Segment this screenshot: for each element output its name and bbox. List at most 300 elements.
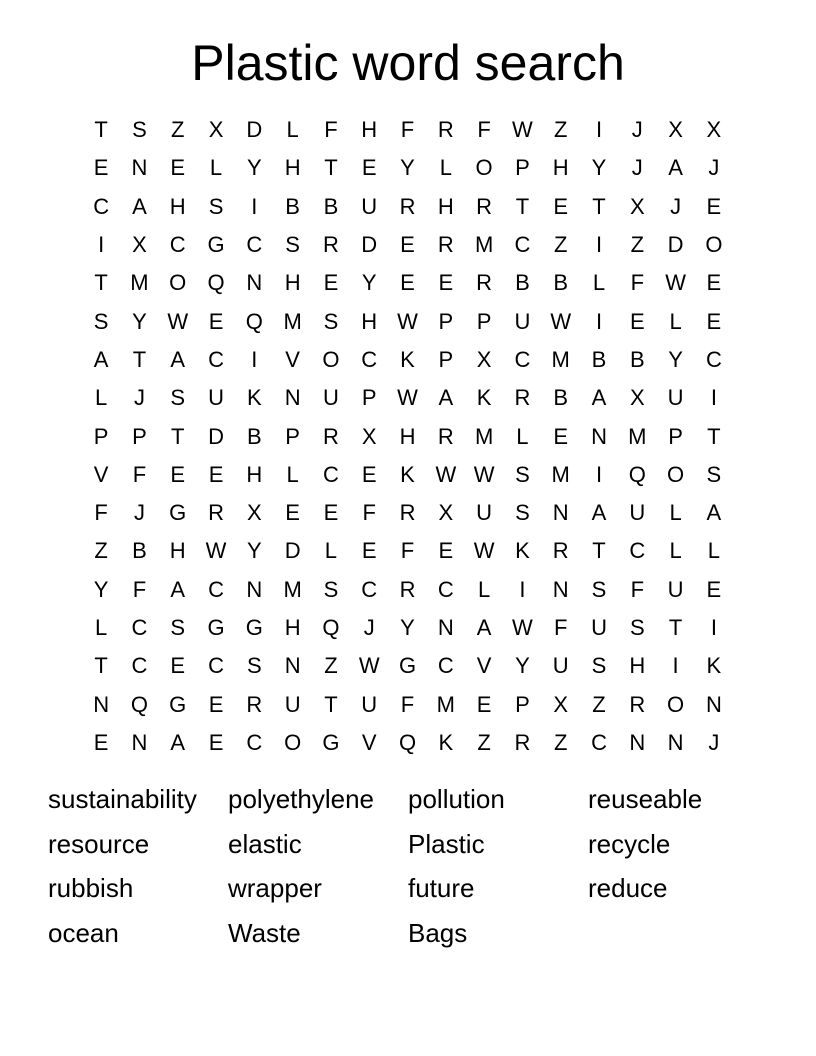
grid-letter: E (323, 500, 339, 526)
grid-letter: R (629, 691, 646, 717)
grid-letter: R (399, 193, 416, 219)
grid-letter: Z (553, 117, 568, 143)
grid-letter: L (516, 423, 529, 449)
grid-letter: E (285, 500, 300, 526)
grid-letter: H (284, 270, 301, 296)
grid-letter: Y (515, 653, 530, 679)
grid-letter: R (476, 193, 493, 219)
grid-letter: B (285, 193, 300, 219)
grid-letter: E (706, 308, 722, 334)
grid-letter: C (208, 346, 224, 372)
grid-letter: U (514, 308, 531, 334)
grid-letter: N (93, 691, 110, 717)
grid-letter: X (668, 117, 683, 143)
word-list-item: future (408, 873, 475, 903)
grid-letter: L (707, 538, 721, 564)
grid-letter: O (475, 155, 493, 181)
grid-letter: O (705, 232, 723, 258)
grid-letter: R (476, 270, 493, 296)
grid-letter: L (324, 538, 338, 564)
grid-letter: Z (630, 232, 645, 258)
grid-letter: J (133, 500, 145, 526)
word-list-item: polyethylene (228, 784, 374, 814)
grid-letter: C (361, 346, 378, 372)
word-list-item: ocean (48, 917, 119, 948)
grid-letter: Y (246, 538, 262, 564)
grid-letter: N (131, 155, 148, 181)
grid-letter: M (283, 308, 302, 334)
grid-letter: F (94, 500, 108, 526)
grid-letter: N (667, 729, 684, 755)
grid-letter: X (246, 500, 262, 526)
grid-letter: T (324, 155, 338, 181)
grid-letter: Z (592, 691, 606, 717)
grid-letter: S (323, 576, 339, 602)
grid-letter: S (591, 576, 607, 602)
grid-letter: N (246, 270, 263, 296)
grid-letter: A (706, 500, 722, 526)
grid-letter: J (708, 155, 720, 181)
grid-letter: L (286, 461, 299, 487)
grid-letter: T (132, 346, 147, 372)
grid-letter: U (361, 193, 378, 219)
grid-letter: E (323, 270, 339, 296)
grid-letter: C (705, 346, 722, 372)
grid-letter: A (591, 500, 607, 526)
grid-letter: W (358, 653, 380, 679)
grid-letter: R (399, 500, 416, 526)
grid-letter: P (515, 155, 530, 181)
grid-letter: A (132, 193, 147, 219)
grid-letter: S (706, 461, 722, 487)
grid-letter: Z (553, 232, 568, 258)
grid-letter: Q (130, 691, 148, 717)
grid-letter: E (361, 155, 377, 181)
grid-letter: U (629, 500, 646, 526)
grid-letter: L (95, 385, 108, 411)
grid-letter: A (476, 615, 492, 640)
grid-letter: X (208, 117, 224, 143)
grid-letter: P (476, 308, 492, 334)
grid-letter: K (515, 538, 530, 564)
grid-letter: S (515, 461, 530, 487)
grid-letter: N (246, 576, 263, 602)
grid-letter: I (519, 576, 526, 602)
grid-letter: J (631, 117, 643, 143)
grid-letter: E (170, 155, 186, 181)
grid-letter: N (284, 385, 301, 411)
grid-letter: J (708, 729, 720, 755)
grid-letter: E (438, 270, 454, 296)
grid-letter: E (706, 270, 722, 296)
grid-letter: Z (477, 729, 491, 755)
grid-letter: A (170, 729, 186, 755)
grid-letter: P (285, 423, 300, 449)
grid-letter: P (438, 308, 454, 334)
grid-letter: B (553, 270, 569, 296)
grid-letter: F (477, 117, 491, 143)
grid-letter: W (665, 270, 686, 296)
grid-letter: H (169, 193, 186, 219)
grid-letter: P (361, 385, 377, 411)
grid-letter: E (400, 232, 415, 258)
grid-letter: E (553, 193, 569, 219)
grid-letter: N (437, 615, 454, 640)
grid-letter: Z (324, 653, 338, 679)
grid-letter: S (170, 385, 186, 411)
grid-letter: J (631, 155, 643, 181)
grid-letter: C (514, 232, 531, 258)
grid-letter: O (322, 346, 340, 372)
grid-letter: L (477, 576, 491, 602)
grid-letter: I (595, 117, 603, 143)
grid-letter: K (476, 385, 492, 411)
grid-letter: C (169, 232, 186, 258)
grid-letter: F (324, 117, 338, 143)
grid-letter: H (284, 155, 301, 181)
grid-letter: D (361, 232, 378, 258)
grid-letter: L (209, 155, 223, 181)
grid-letter: R (437, 232, 454, 258)
grid-letter: R (399, 576, 416, 602)
grid-letter: S (323, 308, 339, 334)
grid-letter: T (707, 423, 721, 449)
grid-letter: Y (591, 155, 607, 181)
grid-letter: H (284, 615, 301, 640)
grid-letter: E (170, 653, 186, 679)
grid-letter: F (132, 576, 147, 602)
grid-letter: M (436, 691, 455, 717)
grid-letter: U (667, 385, 684, 411)
grid-letter: L (669, 538, 682, 564)
grid-letter: B (591, 346, 607, 372)
grid-letter: K (400, 346, 415, 372)
grid-letter: Q (628, 461, 646, 487)
word-list-item: wrapper (228, 873, 322, 903)
grid-letter: X (629, 385, 645, 411)
grid-letter: H (246, 461, 263, 487)
grid-letter: C (437, 653, 454, 679)
grid-letter: V (476, 653, 492, 679)
grid-letter: I (595, 461, 603, 487)
grid-letter: H (552, 155, 569, 181)
grid-letter: E (476, 691, 492, 717)
grid-letter: I (98, 232, 105, 258)
grid-letter: J (670, 193, 682, 219)
grid-letter: N (591, 423, 607, 449)
grid-letter: C (437, 576, 454, 602)
grid-letter: H (437, 193, 454, 219)
grid-letter: U (476, 500, 493, 526)
grid-letter: H (629, 653, 646, 679)
grid-letter: S (285, 232, 300, 258)
grid-letter: S (208, 193, 224, 219)
grid-letter: G (207, 615, 225, 640)
grid-letter: G (245, 615, 263, 640)
grid-letter: R (437, 423, 454, 449)
grid-letter: N (552, 500, 569, 526)
page-title: Plastic word search (191, 35, 625, 91)
grid-letter: Y (132, 308, 147, 334)
grid-letter: F (400, 538, 415, 564)
grid-letter: T (592, 193, 606, 219)
grid-letter: I (251, 193, 258, 219)
grid-letter: M (474, 423, 494, 449)
grid-letter: O (667, 691, 685, 717)
grid-letter: X (438, 500, 454, 526)
grid-letter: S (246, 653, 262, 679)
grid-letter: H (399, 423, 416, 449)
grid-letter: G (169, 500, 187, 526)
grid-letter: Z (553, 729, 568, 755)
grid-letter: A (438, 385, 454, 411)
grid-letter: X (553, 691, 569, 717)
grid-letter: Z (94, 538, 108, 564)
grid-letter: Y (668, 346, 683, 372)
grid-letter: M (474, 232, 494, 258)
grid-letter: F (362, 500, 376, 526)
grid-letter: E (93, 729, 109, 755)
grid-letter: E (400, 270, 415, 296)
grid-letter: P (93, 423, 109, 449)
grid-letter: C (246, 232, 263, 258)
grid-letter: K (246, 385, 262, 411)
grid-letter: R (208, 500, 224, 526)
grid-letter: D (284, 538, 301, 564)
grid-letter: R (246, 691, 263, 717)
grid-letter: W (205, 538, 227, 564)
grid-letter: S (629, 615, 645, 640)
grid-letter: S (93, 308, 109, 334)
grid-letter: F (132, 461, 147, 487)
grid-letter: K (400, 461, 415, 487)
grid-letter: C (361, 576, 378, 602)
grid-letter: V (285, 346, 300, 372)
grid-letter: M (551, 346, 570, 372)
grid-letter: A (170, 576, 186, 602)
grid-letter: W (435, 461, 457, 487)
grid-letter: E (208, 461, 224, 487)
grid-letter: Y (361, 270, 377, 296)
grid-letter: E (361, 461, 377, 487)
grid-letter: C (629, 538, 646, 564)
grid-letter: R (322, 423, 339, 449)
grid-letter: T (94, 270, 108, 296)
grid-letter: T (94, 117, 108, 143)
grid-letter: M (551, 461, 570, 487)
grid-letter: X (476, 346, 492, 372)
word-list-item: Bags (408, 917, 468, 948)
word-list-item: Waste (228, 917, 301, 948)
grid-letter: G (207, 232, 225, 258)
grid-letter: W (512, 615, 533, 640)
grid-letter: R (322, 232, 339, 258)
grid-letter: M (628, 423, 647, 449)
grid-letter: L (669, 500, 682, 526)
word-list-item: resource (48, 828, 150, 859)
grid-letter: Y (400, 155, 415, 181)
grid-letter: B (323, 193, 339, 219)
grid-letter: O (284, 729, 302, 755)
grid-letter: R (514, 385, 531, 411)
grid-letter: I (710, 385, 717, 411)
grid-letter: I (251, 346, 258, 372)
grid-letter: I (595, 232, 603, 258)
grid-letter: I (710, 615, 717, 640)
grid-letter: U (284, 691, 301, 717)
grid-letter: B (515, 270, 530, 296)
word-list-item: reuseable (588, 784, 703, 814)
grid-letter: E (553, 423, 569, 449)
grid-letter: Q (322, 615, 340, 640)
grid-letter: P (132, 423, 147, 449)
grid-letter: S (515, 500, 530, 526)
grid-letter: E (438, 538, 454, 564)
grid-letter: A (93, 346, 109, 372)
grid-letter: Y (400, 615, 415, 640)
word-list-item: pollution (408, 784, 505, 814)
grid-letter: P (438, 346, 454, 372)
grid-letter: E (208, 729, 224, 755)
grid-letter: T (94, 653, 108, 679)
grid-letter: U (322, 385, 339, 411)
grid-letter: Q (207, 270, 225, 296)
grid-letter: C (93, 193, 110, 219)
grid-letter: N (705, 691, 722, 717)
word-list-item: recycle (588, 828, 671, 859)
grid-letter: D (246, 117, 263, 143)
grid-letter: B (553, 385, 569, 411)
grid-letter: W (550, 308, 572, 334)
grid-letter: Y (246, 155, 262, 181)
grid-letter: L (439, 155, 452, 181)
grid-letter: S (132, 117, 147, 143)
grid-letter: W (473, 461, 495, 487)
grid-letter: C (208, 653, 224, 679)
grid-letter: C (322, 461, 339, 487)
grid-letter: W (473, 538, 495, 564)
word-list-item: Plastic (408, 828, 485, 859)
grid-letter: W (397, 308, 418, 334)
grid-letter: R (552, 538, 569, 564)
grid-letter: U (361, 691, 378, 717)
grid-letter: X (361, 423, 377, 449)
grid-letter: D (208, 423, 224, 449)
grid-letter: E (361, 538, 377, 564)
grid-letter: K (438, 729, 454, 755)
grid-letter: L (286, 117, 299, 143)
grid-letter: X (132, 232, 147, 258)
grid-letter: E (208, 691, 224, 717)
grid-letter: A (170, 346, 186, 372)
grid-letter: J (363, 615, 375, 640)
grid-letter: C (208, 576, 224, 602)
grid-letter: W (397, 385, 418, 411)
grid-letter: U (667, 576, 684, 602)
grid-letter: E (706, 193, 722, 219)
grid-letter: P (668, 423, 683, 449)
word-list (48, 777, 768, 955)
grid-letter: B (629, 346, 645, 372)
word-list-item: elastic (228, 828, 302, 859)
grid-letter: B (132, 538, 147, 564)
grid-letter: V (93, 461, 109, 487)
grid-letter: U (208, 385, 224, 411)
grid-letter: Y (93, 576, 109, 602)
grid-letter: D (667, 232, 684, 258)
grid-letter: Q (245, 308, 263, 334)
grid-letter: S (170, 615, 186, 640)
grid-letter: W (167, 308, 189, 334)
grid-letter: N (131, 729, 148, 755)
grid-letter: U (591, 615, 607, 640)
grid-letter: I (595, 308, 603, 334)
grid-letter: O (169, 270, 187, 296)
grid-letter: A (668, 155, 683, 181)
grid-letter: I (672, 653, 679, 679)
grid-letter: E (93, 155, 109, 181)
grid-letter: L (592, 270, 606, 296)
grid-letter: H (361, 308, 378, 334)
grid-letter: M (283, 576, 302, 602)
grid-letter: F (400, 117, 415, 143)
grid-letter: H (361, 117, 378, 143)
grid-letter: G (398, 653, 417, 679)
grid-letter: Z (171, 117, 185, 143)
grid-letter: E (208, 308, 224, 334)
grid-letter: M (130, 270, 149, 296)
grid-letter: E (706, 576, 722, 602)
grid-letter: C (131, 653, 148, 679)
grid-letter: N (629, 729, 646, 755)
grid-letter: F (553, 615, 568, 640)
grid-letter: F (400, 691, 415, 717)
grid-letter: X (706, 117, 722, 143)
grid-letter: F (630, 576, 645, 602)
grid-letter: X (629, 193, 645, 219)
grid-letter: C (514, 346, 531, 372)
grid-letter: T (324, 691, 338, 717)
grid-letter: A (591, 385, 607, 411)
grid-letter: R (514, 729, 531, 755)
grid-letter: T (171, 423, 185, 449)
grid-letter: V (361, 729, 377, 755)
grid-letter: K (706, 653, 722, 679)
grid-letter: B (246, 423, 262, 449)
grid-letter: W (512, 117, 533, 143)
word-list-item: reduce (588, 873, 668, 903)
grid-letter: N (284, 653, 301, 679)
word-list-item (588, 911, 768, 956)
grid-letter: H (169, 538, 186, 564)
grid-letter: J (133, 385, 145, 411)
grid-letter: P (515, 691, 530, 717)
letter-grid (82, 111, 733, 762)
grid-letter: T (592, 538, 606, 564)
grid-letter: C (591, 729, 607, 755)
grid-letter: N (552, 576, 569, 602)
word-list-item: sustainability (48, 784, 197, 814)
grid-letter: T (668, 615, 683, 640)
grid-letter: C (246, 729, 263, 755)
grid-letter: R (437, 117, 454, 143)
grid-letter: L (95, 615, 108, 640)
grid-letter: L (669, 308, 682, 334)
grid-letter: G (322, 729, 340, 755)
grid-letter: U (552, 653, 569, 679)
grid-letter: O (667, 461, 685, 487)
grid-letter: E (170, 461, 186, 487)
